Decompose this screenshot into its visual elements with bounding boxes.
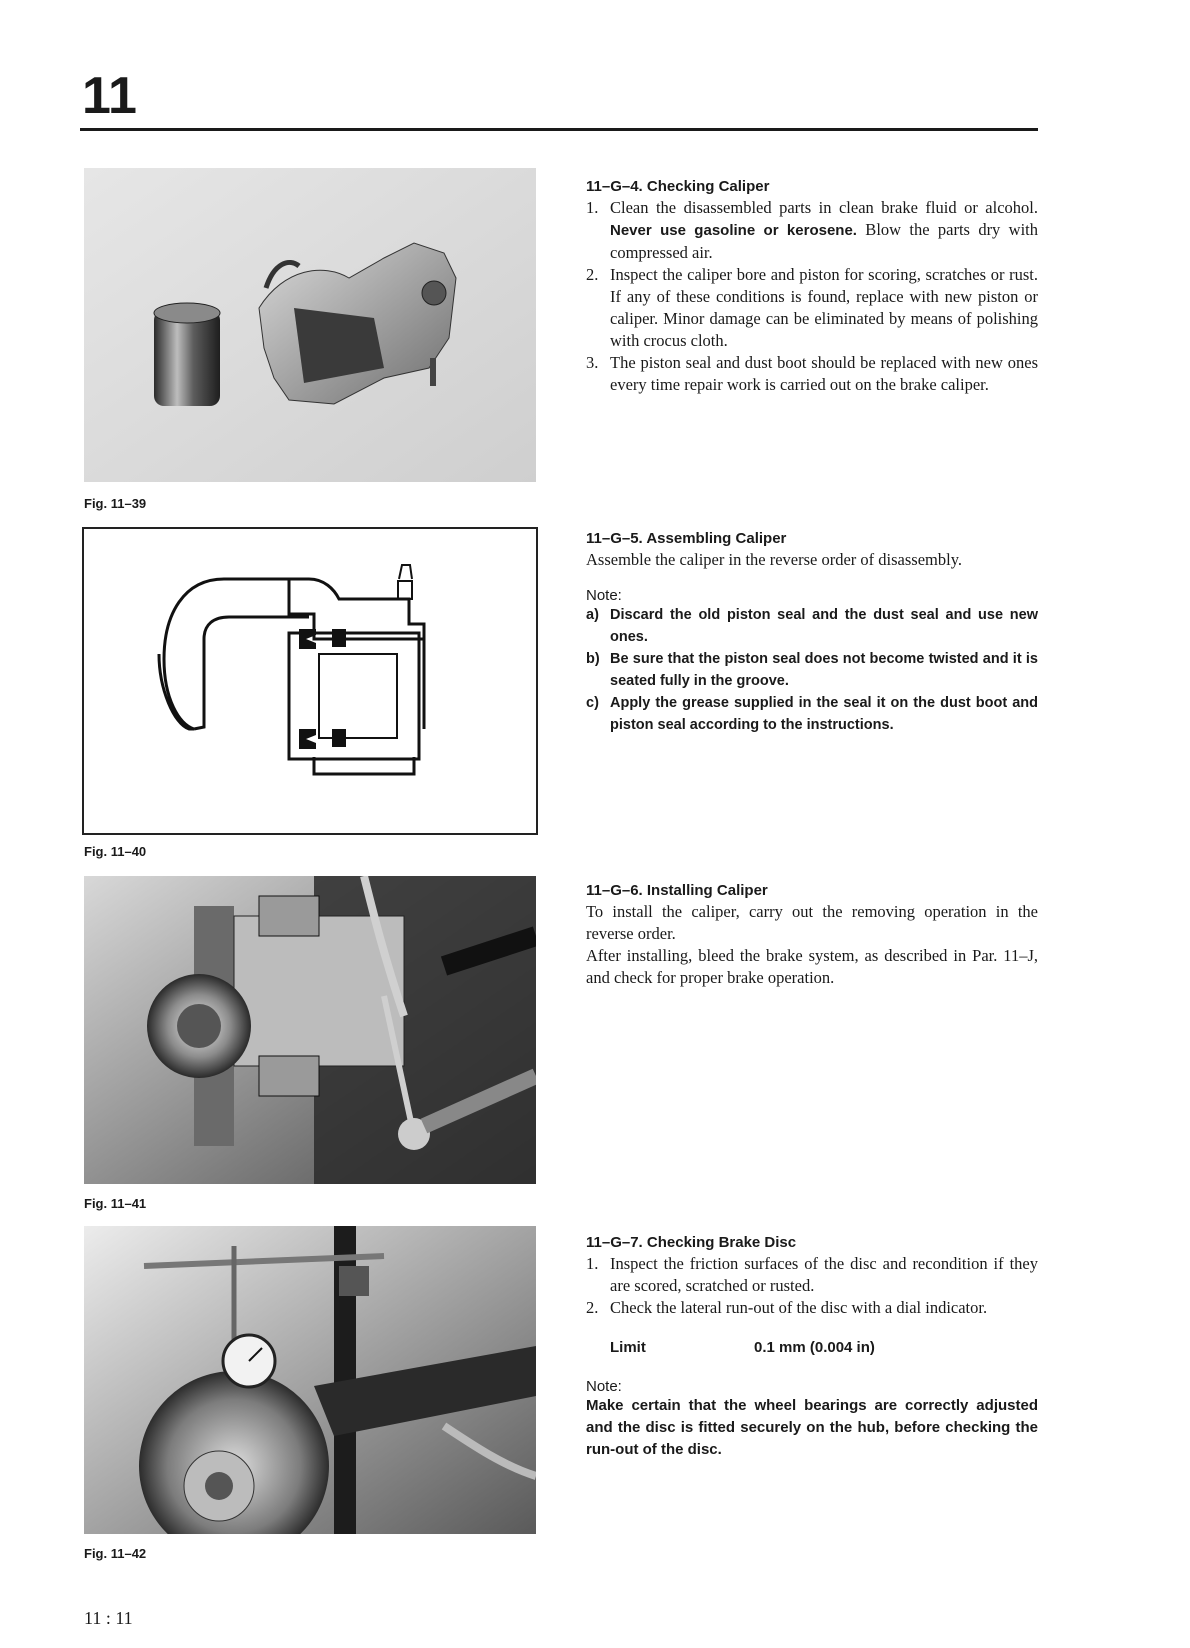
note-text: Apply the grease supplied in the seal it on the dust boot and piston seal according to the instructions. (610, 695, 1038, 733)
section-text: Assemble the caliper in the reverse order of disassembly. (586, 550, 963, 569)
figure-label-41: Fig. 11–41 (84, 1196, 147, 1211)
item-text: Check the lateral run-out of the disc with a dial indicator. (610, 1298, 988, 1317)
item-number: 3. (586, 353, 599, 372)
note-title: Note: (586, 1378, 622, 1395)
list-item (586, 1253, 1038, 1297)
item-text: Inspect the caliper bore and piston for scoring, scratches or rust. If any of these conditions is found, replace with new piston or caliper. Minor damage can be eliminated by means of polishing with crocus cloth. (610, 265, 1038, 350)
chapter-number: 11 (82, 67, 137, 125)
section-text: To install the caliper, carry out the removing operation in the reverse order. (586, 902, 1038, 943)
note-text: Be sure that the piston seal does not become twisted and it is seated fully in the groove. (610, 651, 1038, 689)
section-title: 11–G–6. Installing Caliper (586, 882, 768, 899)
page-number: 11 : 11 (84, 1608, 133, 1628)
section-checking-brake-disc (586, 1234, 1038, 1461)
note-item (586, 604, 1038, 648)
limit-label: Limit (610, 1339, 646, 1356)
note-text: Discard the old piston seal and the dust seal and use new ones. (610, 607, 1038, 645)
list-item (586, 197, 1038, 264)
list-item (586, 264, 1038, 352)
note-item (586, 648, 1038, 692)
section-title: 11–G–4. Checking Caliper (586, 178, 770, 195)
note-title: Note: (586, 587, 622, 604)
dial-indicator-photo (84, 1226, 536, 1534)
item-number: 2. (586, 265, 599, 284)
section-title: 11–G–5. Assembling Caliper (586, 530, 787, 547)
note-letter: a) (586, 607, 599, 623)
item-text: Blow the parts dry with compressed air. (610, 220, 1038, 262)
caliper-photo (84, 168, 536, 482)
item-bold-warning: Never use gasoline or kerosene. (610, 222, 857, 239)
item-number: 1. (586, 1254, 599, 1273)
item-text: Clean the disassembled parts in clean brake fluid or alcohol. (610, 198, 1038, 217)
figure-label-40: Fig. 11–40 (84, 844, 147, 859)
item-number: 1. (586, 198, 599, 217)
figure-label-42: Fig. 11–42 (84, 1546, 147, 1561)
item-text: The piston seal and dust boot should be replaced with new ones every time repair work is carried out on the brake caliper. (610, 353, 1038, 394)
list-item (586, 352, 1038, 396)
installed-caliper-photo (84, 876, 536, 1184)
item-text: Inspect the friction surfaces of the disc and recondition if they are scored, scratched or rusted. (610, 1254, 1038, 1295)
header-rule (80, 128, 1038, 131)
section-checking-caliper (586, 178, 1038, 396)
figure-label-39: Fig. 11–39 (84, 496, 147, 511)
caliper-section-diagram (82, 527, 538, 835)
limit-spec (586, 1339, 1038, 1356)
note-letter: b) (586, 651, 600, 667)
section-title: 11–G–7. Checking Brake Disc (586, 1234, 797, 1251)
section-text: After installing, bleed the brake system, as described in Par. 11–J, and check for proper brake operation. (586, 946, 1038, 987)
list-item (586, 1297, 1038, 1319)
section-assembling-caliper (586, 530, 1038, 736)
note-item (586, 692, 1038, 736)
limit-value: 0.1 mm (0.004 in) (754, 1339, 875, 1356)
note-letter: c) (586, 695, 599, 711)
section-installing-caliper (586, 882, 1038, 989)
note-text: Make certain that the wheel bearings are correctly adjusted and the disc is fitted securely on the hub, before checking the run-out of the disc. (586, 1397, 1038, 1458)
item-number: 2. (586, 1298, 599, 1317)
